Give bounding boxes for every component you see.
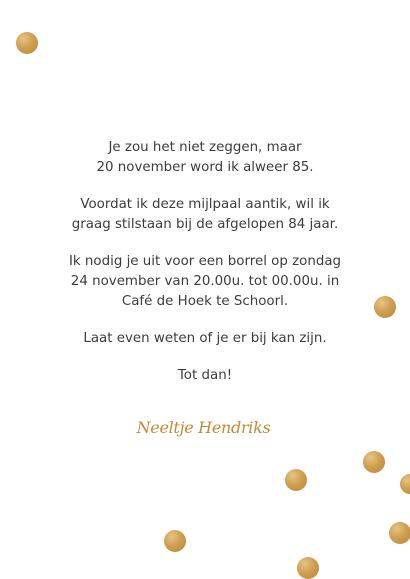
confetti-dot (363, 451, 385, 473)
confetti-dot (297, 557, 319, 579)
message-line: 24 november van 20.00u. tot 00.00u. in (70, 274, 340, 289)
message-line: Café de Hoek te Schoorl. (121, 294, 289, 309)
message-line: Je zou het niet zeggen, maar (108, 140, 302, 155)
confetti-dot (16, 32, 38, 54)
message-line: Ik nodig je uit voor een borrel op zondag (68, 254, 342, 269)
confetti-dot (389, 522, 410, 544)
confetti-dot (400, 474, 410, 494)
invitation-message (0, 138, 410, 403)
message-paragraph (0, 138, 410, 178)
message-line: 20 november word ik alweer 85. (96, 160, 314, 175)
confetti-dot (164, 530, 186, 552)
signature: Neeltje Hendriks (136, 418, 271, 437)
message-line: graag stilstaan bij de afgelopen 84 jaar. (71, 217, 339, 232)
message-line: Voordat ik deze mijlpaal aantik, wil ik (80, 197, 330, 212)
message-paragraph (0, 252, 410, 312)
message-paragraph (0, 195, 410, 235)
message-line: Tot dan! (177, 368, 233, 383)
message-paragraph (0, 329, 410, 349)
message-paragraph (0, 366, 410, 386)
confetti-dot (285, 469, 307, 491)
message-line: Laat even weten of je er bij kan zijn. (83, 331, 327, 346)
